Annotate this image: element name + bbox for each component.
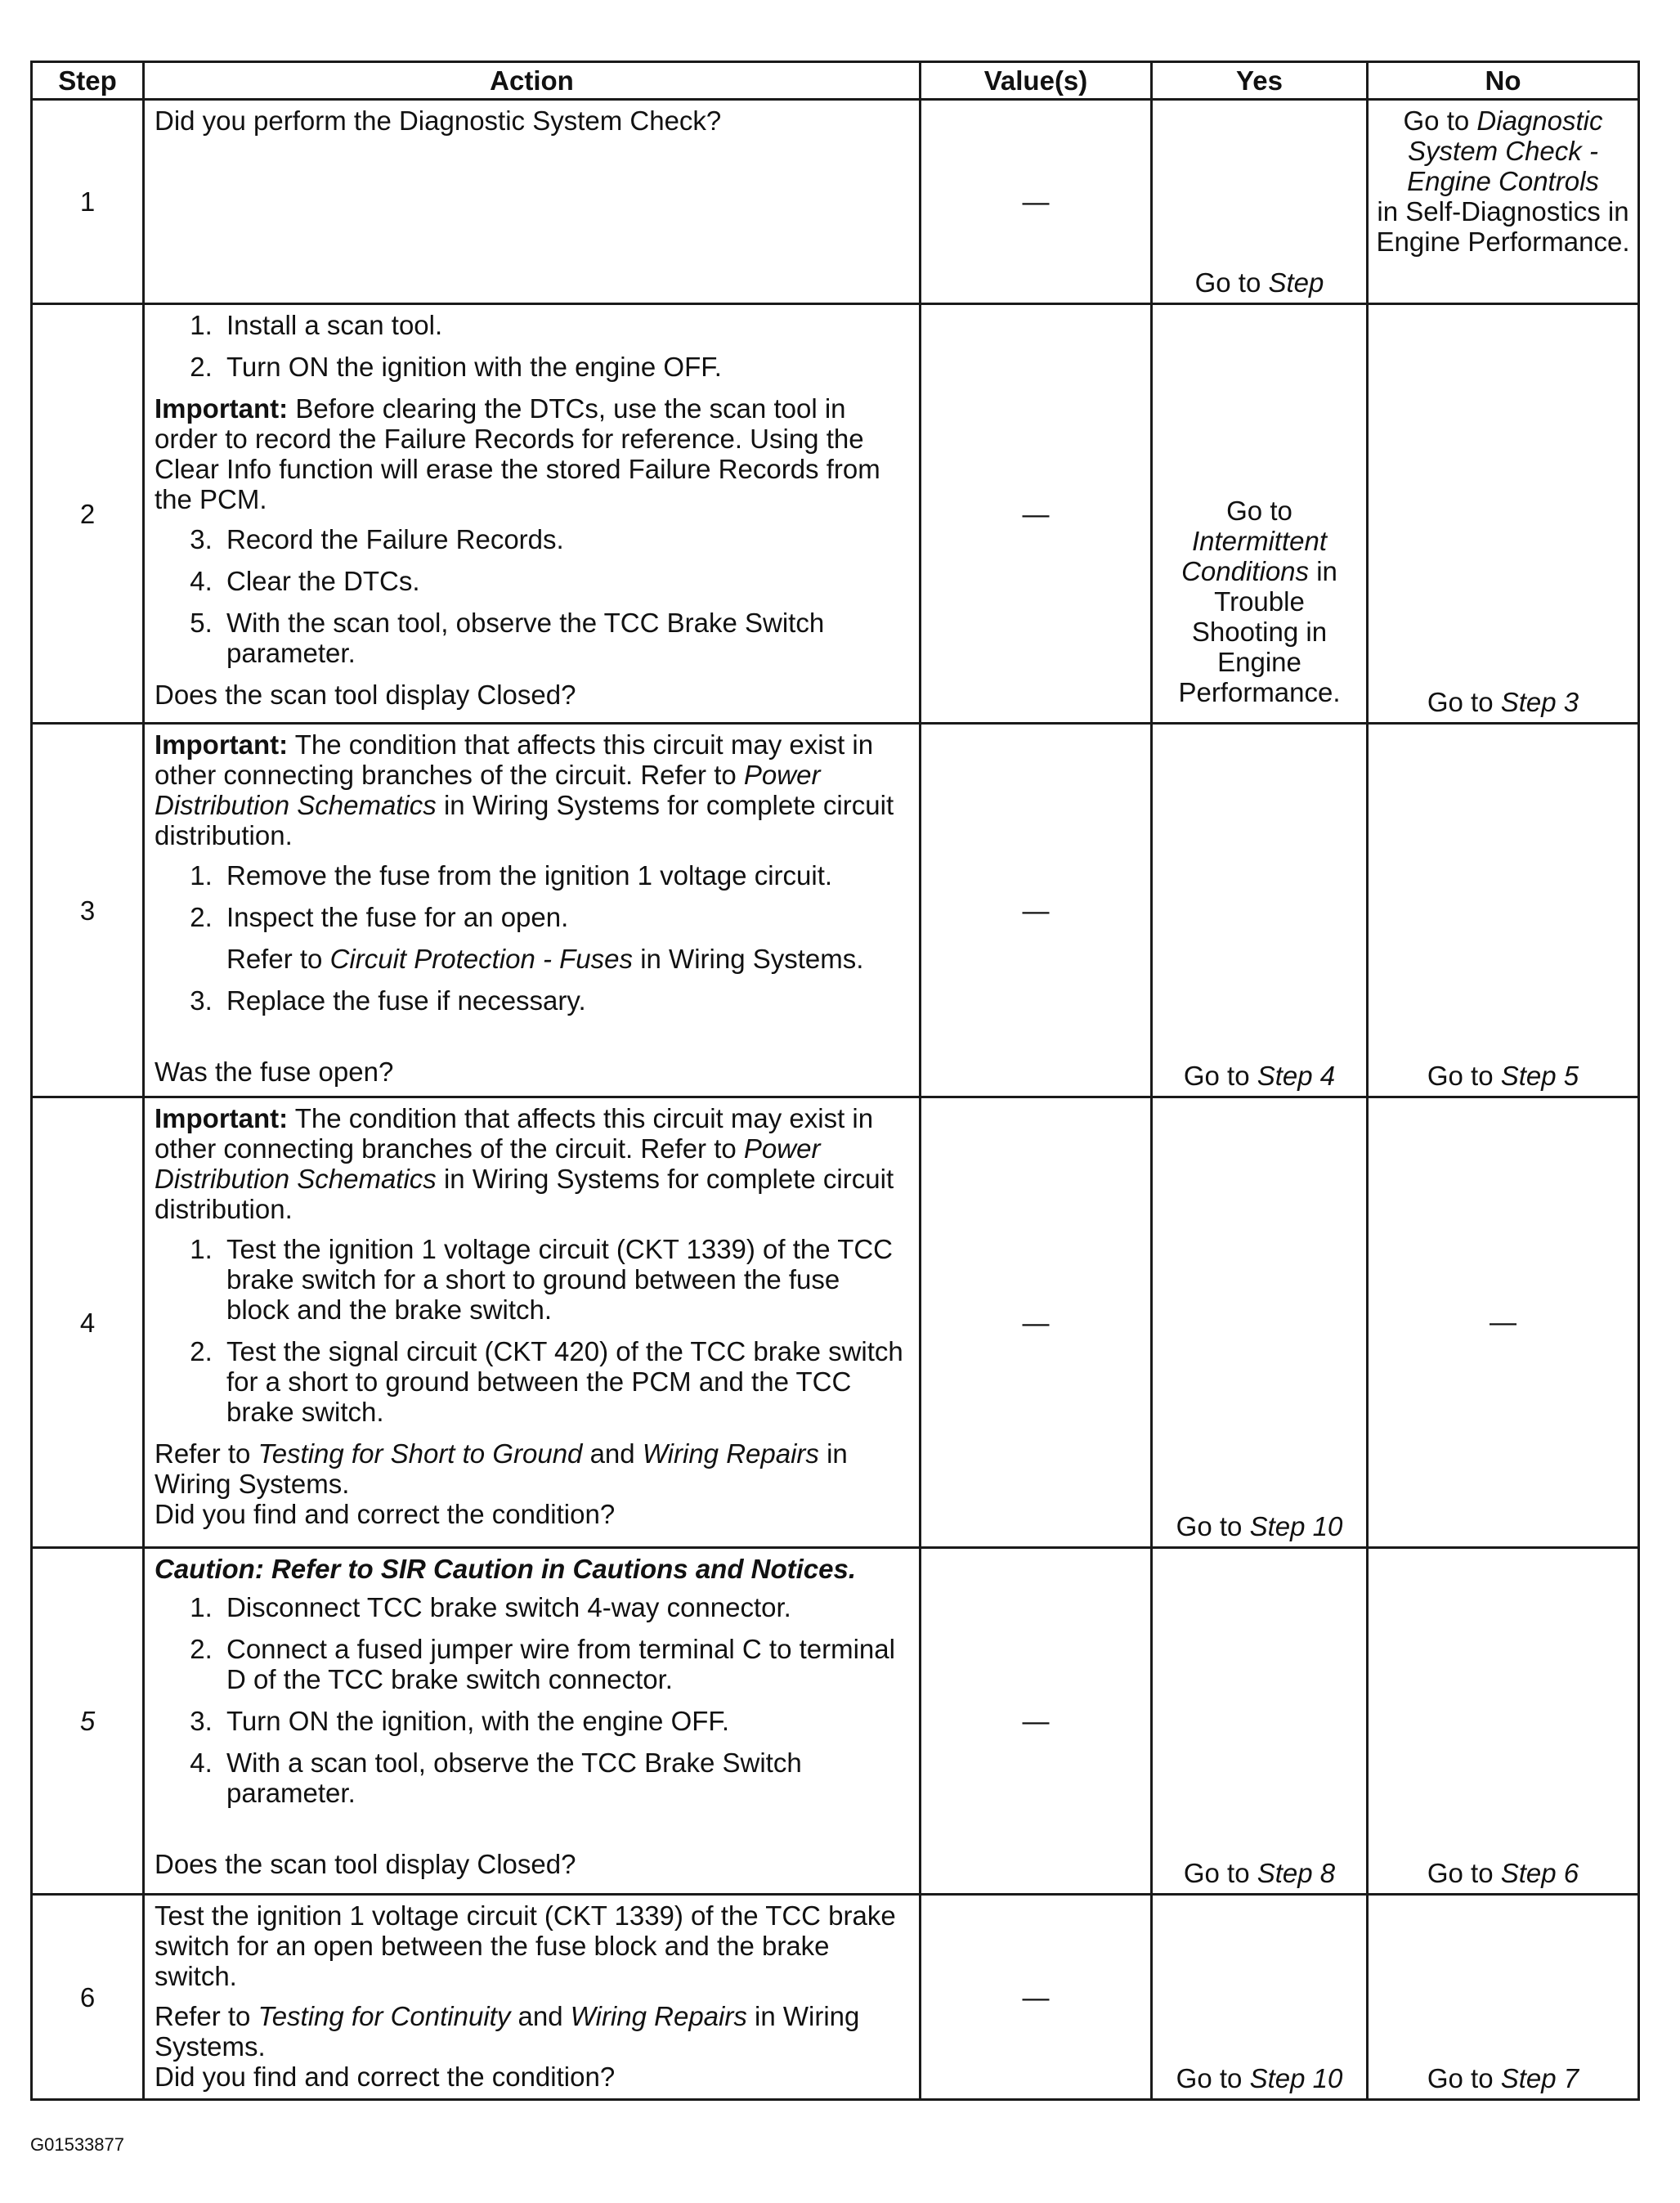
ref-link[interactable]: Wiring Repairs <box>642 1438 819 1469</box>
no-cell: — <box>1368 1097 1639 1548</box>
reference-line <box>226 944 909 974</box>
action-cell <box>144 1097 921 1548</box>
table-row-step-3 <box>32 724 1639 1097</box>
table-row-step-6 <box>32 1895 1639 2100</box>
no-prefix: Go to <box>1427 2063 1501 2093</box>
list-item: 3. Turn ON the ignition, with the engine OFF. <box>220 1706 909 1736</box>
reference-line <box>155 2001 909 2062</box>
ref-text: Refer to <box>155 2001 251 2031</box>
yes-prefix: Go to <box>1176 2063 1250 2093</box>
action-list <box>155 524 909 668</box>
yes-cell <box>1152 100 1368 304</box>
no-prefix: Go to <box>1427 1061 1501 1091</box>
yes-link[interactable]: Step 8 <box>1257 1858 1336 1888</box>
yes-link[interactable]: Step <box>1268 267 1324 298</box>
no-cell <box>1368 100 1639 304</box>
action-cell <box>144 100 921 304</box>
list-item: 2. Connect a fused jumper wire from terminal C to terminal D of the TCC brake switch connector. <box>220 1634 909 1694</box>
important-text: in Wiring Systems for complete circuit distribution. <box>155 790 894 850</box>
table-row-step-5 <box>32 1548 1639 1895</box>
important-label: Important: <box>155 1103 289 1133</box>
important-link[interactable]: Power Distribution Schematics <box>155 1133 821 1194</box>
no-prefix: Go to <box>1427 687 1501 717</box>
no-link[interactable]: Diagnostic System Check - Engine Controls <box>1407 105 1603 196</box>
action-list <box>155 310 909 382</box>
no-cell <box>1368 1895 1639 2100</box>
ref-link[interactable]: Testing for Continuity <box>258 2001 511 2031</box>
no-cell <box>1368 724 1639 1097</box>
step-number: 5 <box>32 1548 144 1895</box>
action-cell <box>144 1548 921 1895</box>
step-number: 1 <box>32 100 144 304</box>
no-cell <box>1368 304 1639 724</box>
value-cell: — <box>921 1097 1152 1548</box>
header-yes: Yes <box>1152 62 1368 100</box>
value-cell: — <box>921 100 1152 304</box>
important-label: Important: <box>155 729 289 760</box>
no-cell <box>1368 1548 1639 1895</box>
header-values: Value(s) <box>921 62 1152 100</box>
table-row-step-4 <box>32 1097 1639 1548</box>
yes-cell <box>1152 304 1368 724</box>
header-action: Action <box>144 62 921 100</box>
list-item: 3. Replace the fuse if necessary. <box>220 985 909 1016</box>
ref-text: and <box>517 2001 563 2031</box>
step-number: 6 <box>32 1895 144 2100</box>
yes-link[interactable]: Step 4 <box>1257 1061 1336 1091</box>
yes-suffix: in Trouble Shooting in Engine Performance. <box>1178 556 1341 707</box>
yes-link[interactable]: Step 10 <box>1249 2063 1343 2093</box>
no-prefix: Go to <box>1403 105 1477 136</box>
important-note <box>155 1103 909 1224</box>
ref-text: Refer to <box>226 944 323 974</box>
no-suffix: in Self-Diagnostics in Engine Performance. <box>1376 196 1630 257</box>
important-note <box>155 729 909 850</box>
yes-prefix: Go to <box>1226 496 1292 526</box>
no-link[interactable]: Step 3 <box>1500 687 1579 717</box>
list-item: 1. Remove the fuse from the ignition 1 voltage circuit. <box>220 860 909 891</box>
step-number: 3 <box>32 724 144 1097</box>
list-item: 5. With the scan tool, observe the TCC Brake Switch parameter. <box>220 608 909 668</box>
ref-link[interactable]: Testing for Short to Ground <box>258 1438 583 1469</box>
ref-text: and <box>589 1438 635 1469</box>
action-cell <box>144 1895 921 2100</box>
yes-prefix: Go to <box>1183 1858 1257 1888</box>
reference-line <box>155 1438 909 1499</box>
question-text: Did you find and correct the condition? <box>155 2062 616 2092</box>
yes-cell <box>1152 1895 1368 2100</box>
action-list <box>155 1592 909 1808</box>
action-list <box>155 1234 909 1427</box>
value-cell: — <box>921 724 1152 1097</box>
diagnostic-table <box>30 61 1640 2101</box>
list-item: 4. With a scan tool, observe the TCC Brake Switch parameter. <box>220 1748 909 1808</box>
ref-link[interactable]: Wiring Repairs <box>570 2001 747 2031</box>
important-link[interactable]: Power Distribution Schematics <box>155 760 821 820</box>
list-item-text: Inspect the fuse for an open. <box>226 902 569 932</box>
action-cell <box>144 304 921 724</box>
question-text: Does the scan tool display Closed? <box>155 1849 576 1879</box>
action-list <box>155 860 909 1016</box>
table-row-step-2 <box>32 304 1639 724</box>
yes-cell <box>1152 1548 1368 1895</box>
header-no: No <box>1368 62 1639 100</box>
ref-link[interactable]: Circuit Protection - Fuses <box>329 944 634 974</box>
table-row-step-1 <box>32 100 1639 304</box>
action-text: Test the ignition 1 voltage circuit (CKT 1339) of the TCC brake switch for an open between the fuse block and the brake switch. <box>155 1900 896 1991</box>
important-text: Before clearing the DTCs, use the scan tool in order to record the Failure Records for reference. Using the Clear Info function will erase the stored Failure Records from the PCM. <box>155 393 880 514</box>
list-item: 2. Turn ON the ignition with the engine OFF. <box>220 352 909 382</box>
list-item: 2. Test the signal circuit (CKT 420) of the TCC brake switch for a short to ground between the PCM and the TCC brake switch. <box>220 1336 909 1427</box>
yes-prefix: Go to <box>1194 267 1269 298</box>
header-step: Step <box>32 62 144 100</box>
no-link[interactable]: Step 6 <box>1500 1858 1579 1888</box>
question-text: Does the scan tool display Closed? <box>155 680 576 710</box>
step-number: 2 <box>32 304 144 724</box>
yes-prefix: Go to <box>1183 1061 1257 1091</box>
yes-cell <box>1152 1097 1368 1548</box>
ref-text: in Wiring Systems. <box>155 1438 848 1499</box>
question-text: Was the fuse open? <box>155 1057 394 1087</box>
value-cell: — <box>921 304 1152 724</box>
list-item: 1. Test the ignition 1 voltage circuit (CKT 1339) of the TCC brake switch for a short to ground between the fuse block and the brake switch. <box>220 1234 909 1325</box>
important-text: The condition that affects this circuit may exist in other connecting branches of the circuit. Refer to <box>155 1103 874 1164</box>
ref-text: Refer to <box>155 1438 251 1469</box>
step-number: 4 <box>32 1097 144 1548</box>
header-row <box>32 62 1639 100</box>
list-item: 1. Install a scan tool. <box>220 310 909 340</box>
no-link[interactable]: Step 7 <box>1500 2063 1579 2093</box>
yes-link[interactable]: Intermittent Conditions <box>1181 526 1328 586</box>
important-text: in Wiring Systems for complete circuit distribution. <box>155 1164 894 1224</box>
question-text: Did you find and correct the condition? <box>155 1499 616 1529</box>
yes-prefix: Go to <box>1176 1511 1250 1541</box>
yes-cell <box>1152 724 1368 1097</box>
list-item <box>220 902 909 974</box>
important-label: Important: <box>155 393 289 424</box>
action-cell <box>144 724 921 1097</box>
list-item: 4. Clear the DTCs. <box>220 566 909 596</box>
yes-link[interactable]: Step 10 <box>1249 1511 1343 1541</box>
important-text: The condition that affects this circuit may exist in other connecting branches of the circuit. Refer to <box>155 729 874 790</box>
list-item: 1. Disconnect TCC brake switch 4-way connector. <box>220 1592 909 1622</box>
question-text: Did you perform the Diagnostic System Check? <box>155 105 722 136</box>
caution-note: Caution: Refer to SIR Caution in Cautions and Notices. <box>155 1554 857 1584</box>
list-item: 3. Record the Failure Records. <box>220 524 909 554</box>
no-link[interactable]: Step 5 <box>1500 1061 1579 1091</box>
no-prefix: Go to <box>1427 1858 1501 1888</box>
ref-text: in Wiring Systems. <box>155 2001 860 2062</box>
figure-id: G01533877 <box>30 2134 124 2155</box>
ref-text: in Wiring Systems. <box>640 944 864 974</box>
important-note <box>155 393 909 514</box>
value-cell: — <box>921 1895 1152 2100</box>
value-cell: — <box>921 1548 1152 1895</box>
